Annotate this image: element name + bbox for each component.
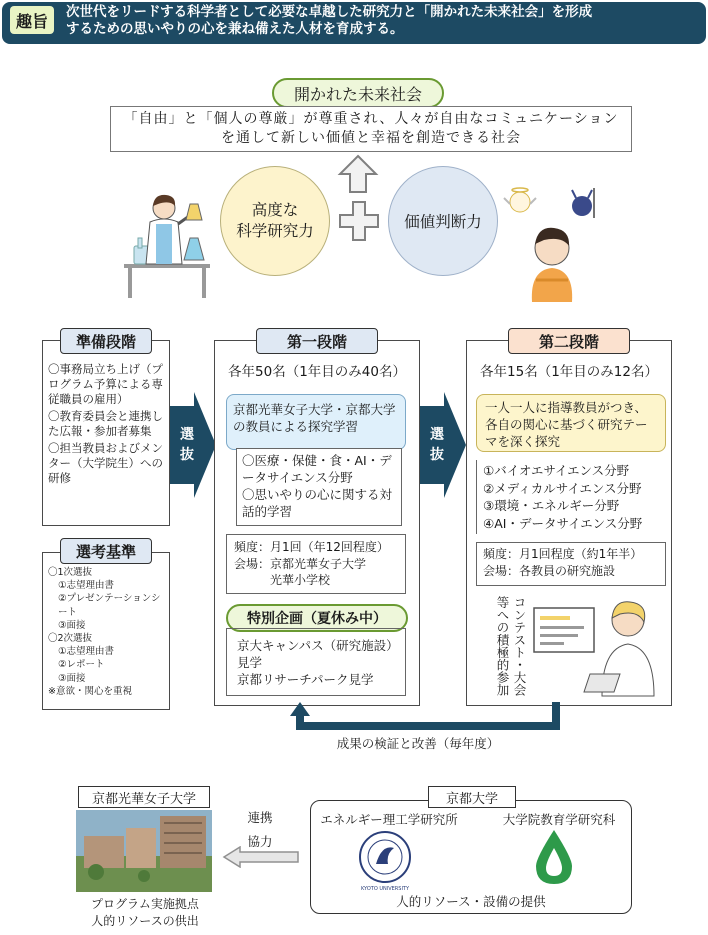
kwu-caption [60, 896, 230, 930]
criteria-line: ②プレゼンテーションシート [58, 593, 161, 618]
preparation-list [48, 362, 168, 488]
special-event-line: 京大キャンパス（研究施設）見学 [237, 638, 393, 670]
stage1-fields [236, 448, 402, 526]
kwu-title: 京都光華女子大学 [78, 786, 210, 808]
up-arrow-icon [336, 154, 380, 194]
stage1-venue: 会場：京都光華女子大学 [234, 556, 367, 571]
stage2-venue: 会場：各教員の研究施設 [483, 564, 616, 578]
ku-institute-energy: エネルギー理工学研究所 [320, 812, 458, 827]
criteria-line: ※意欲・関心を重視 [48, 685, 132, 697]
cooperation-label-1: 連携 [247, 810, 273, 825]
stage1-summary: 京都光華女子大学・京都大学の教員による探究学習 [226, 394, 406, 450]
stage2-field: ②メディカルサイエンス分野 [483, 480, 642, 496]
ku-title: 京都大学 [428, 786, 516, 808]
stage1-title: 第一段階 [256, 328, 378, 354]
stage2-field: ④AI・データサイエンス分野 [483, 515, 643, 531]
plus-icon [338, 200, 380, 242]
kwu-caption-line-1: プログラム実施拠点 [91, 897, 199, 911]
scientist-illustration [118, 190, 214, 300]
stage2-count: 各年15名（1年目のみ12名） [480, 364, 658, 380]
stage1-field: 〇思いやりの心に関する対話的学習 [242, 487, 393, 519]
criteria-line: 〇1次選抜 [48, 567, 93, 578]
criteria-line: ②レポート [58, 659, 105, 671]
energy-emblem-caption: KYOTO UNIVERSITY [360, 886, 410, 892]
student-laptop-illustration [530, 592, 662, 700]
criteria-line: ①志望理由書 [58, 580, 115, 592]
criteria-title: 選考基準 [60, 538, 152, 564]
special-event-description [226, 628, 406, 696]
kwu-caption-line-2: 人的リソースの供出 [91, 914, 199, 928]
contest-participation: コンテスト・大会等への積極的参加 [495, 596, 527, 696]
ku-caption: 人的リソース・設備の提供 [396, 894, 546, 909]
energy-institute-emblem-icon [358, 830, 412, 884]
future-society-title: 開かれた未来社会 [272, 78, 444, 108]
circle1-line-2: 科学研究力 [236, 222, 314, 240]
special-event-line: 京都リサーチパーク見学 [237, 672, 374, 687]
stage1-field: 〇医療・保健・食・AI・データサイエンス分野 [242, 453, 392, 485]
thinking-girl-illustration [502, 182, 598, 304]
feedback-label: 成果の検証と改善（毎年度） [336, 736, 500, 751]
criteria-line: ③面接 [58, 672, 86, 684]
stage2-title: 第二段階 [508, 328, 630, 354]
value-judgment-circle: 価値判断力 [388, 166, 498, 276]
header-line-2: するための思いやりの心を兼ね備えた人材を育成する。 [66, 21, 404, 37]
circle1-line-1: 高度な [251, 201, 299, 219]
prep-item: 〇事務局立ち上げ（プログラム予算による専従職員の雇用） [48, 362, 163, 406]
header-line-1: 次世代をリードする科学者として必要な卓越した研究力と「開かれた未来社会」を形成 [66, 4, 593, 20]
criteria-list [48, 566, 168, 698]
prep-item: 〇教育委員会と連携した広報・参加者募集 [48, 409, 163, 438]
left-arrow-icon [222, 846, 302, 868]
society-desc-line-2: を通して新しい価値と幸福を創造できる社会 [221, 130, 521, 146]
stage2-fields [476, 460, 666, 534]
selection-label-1: 選 抜 [180, 427, 194, 463]
future-society-description [110, 106, 632, 152]
criteria-line: 〇2次選抜 [48, 633, 93, 645]
criteria-line: ①志望理由書 [58, 646, 115, 658]
stage2-frequency: 頻度：月1回程度（約1年半） [483, 547, 643, 561]
stage1-meeting-info [226, 534, 406, 594]
selection-label-2: 選 抜 [430, 427, 444, 463]
stage2-field: ①バイオエサイエンス分野 [483, 463, 630, 478]
stage1-count: 各年50名（1年目のみ40名） [228, 364, 406, 380]
society-desc-line-1: 「自由」と「個人の尊厳」が尊重され、人々が自由なコミュニケーション [123, 111, 619, 127]
cooperation-label-2: 協力 [247, 834, 273, 849]
research-ability-circle [220, 166, 330, 276]
feedback-loop-arrow [284, 700, 572, 736]
stage2-summary: 一人一人に指導教員がつき、各自の関心に基づく研究テーマを深く探究 [476, 394, 666, 452]
stage1-venue-2: 光華小学校 [270, 573, 331, 587]
criteria-line: ③面接 [58, 619, 86, 631]
header-text [66, 4, 702, 38]
stage2-meeting-info [476, 542, 666, 586]
stage1-frequency: 頻度：月1回（年12回程度） [234, 540, 389, 554]
campus-photo [76, 810, 212, 892]
special-event-title: 特別企画（夏休み中） [226, 604, 408, 632]
prep-item: 〇担当教員およびメンター（大学院生）への研修 [48, 441, 163, 485]
ku-institute-education: 大学院教育学研究科 [502, 812, 616, 827]
education-drop-emblem-icon [532, 828, 576, 886]
stage2-field: ③環境・エネルギー分野 [483, 498, 620, 513]
preparation-title: 準備段階 [60, 328, 152, 354]
purpose-badge: 趣旨 [10, 6, 54, 34]
